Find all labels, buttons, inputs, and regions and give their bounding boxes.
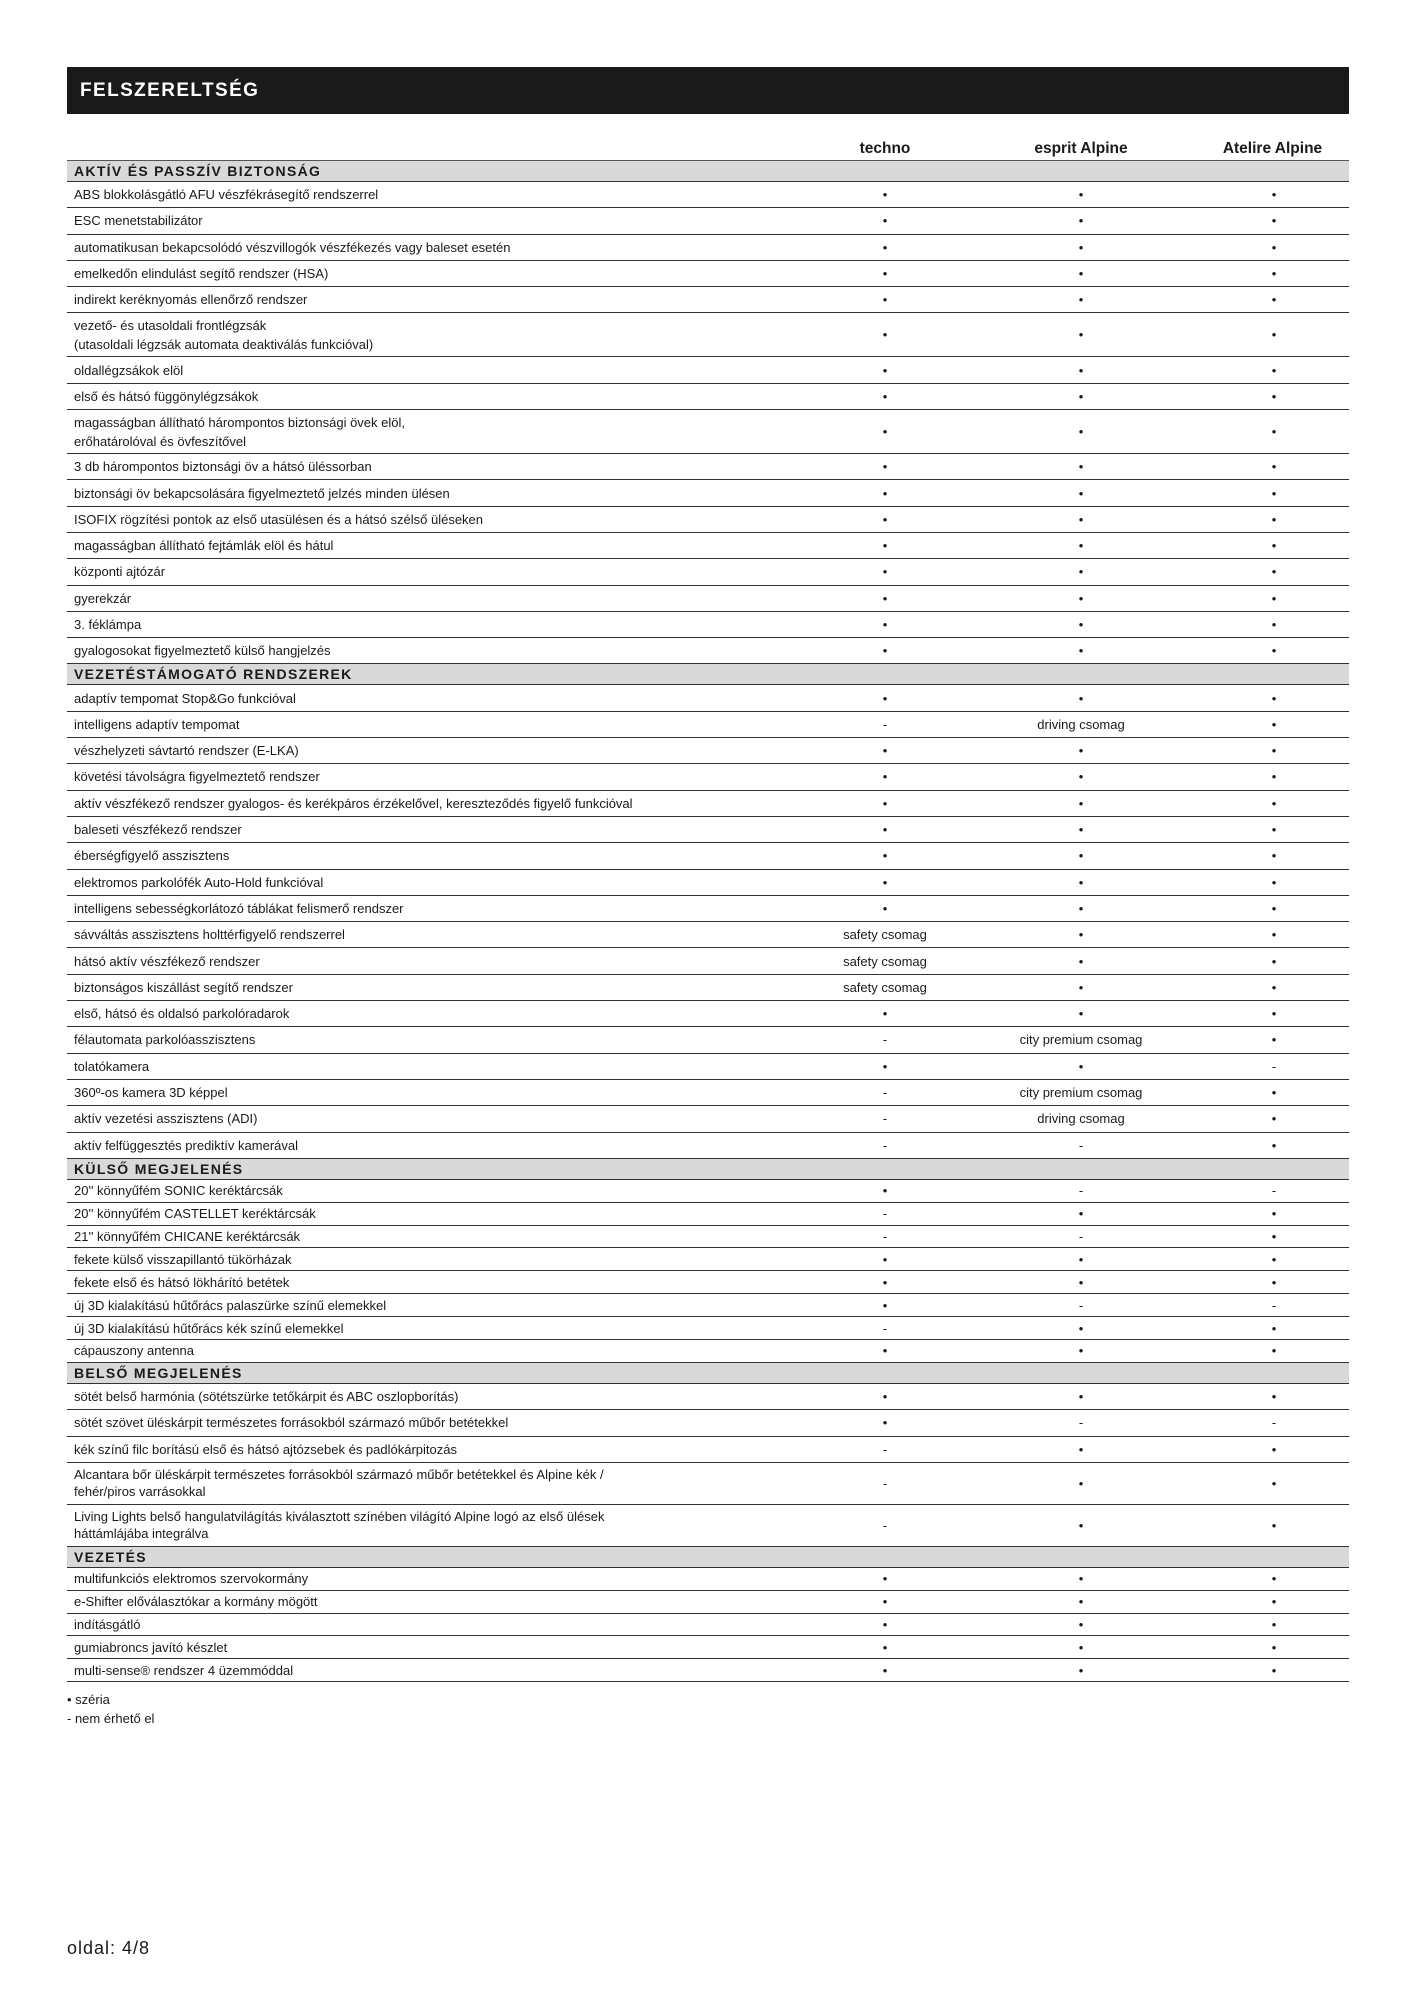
spec-page — [67, 67, 1349, 1728]
table-row — [67, 1410, 1349, 1436]
row-value-esprit-alpine: • — [1078, 822, 1084, 838]
legend-item-standard: • széria — [67, 1692, 110, 1708]
row-value-esprit-alpine: • — [1078, 617, 1084, 632]
row-value-atelire-alpine: • — [1271, 1032, 1277, 1048]
row-value-atelire-alpine: • — [1271, 485, 1277, 501]
row-value-atelire-alpine: • — [1271, 424, 1277, 440]
row-value-atelire-alpine: • — [1271, 979, 1277, 995]
row-label: Living Lights belső hangulatvilágítás kiválasztott színében világító Alpine logó az első ülések háttámlájába integrálva — [74, 1509, 605, 1542]
row-value-esprit-alpine: • — [1078, 900, 1084, 916]
table-row — [67, 586, 1349, 612]
table-row — [67, 1636, 1349, 1659]
row-label: automatikusan bekapcsolódó vészvillogók vészfékezés vagy baleset esetén — [74, 239, 511, 255]
row-label: éberségfigyelő asszisztens — [74, 848, 230, 864]
table-row — [67, 948, 1349, 974]
row-label: Alcantara bőr üléskárpit természetes forrásokból származó műbőr betétekkel és Alpine kék / fehér/piros varrásokkal — [74, 1467, 604, 1500]
row-value-techno: - — [882, 1441, 888, 1457]
row-value-techno: - — [882, 1085, 888, 1101]
row-value-esprit-alpine: - — [1078, 1137, 1084, 1153]
row-value-techno: • — [882, 1183, 888, 1199]
row-value-techno: • — [882, 213, 888, 229]
row-label: első, hátsó és oldalsó parkolóradarok — [74, 1006, 290, 1022]
row-value-atelire-alpine: • — [1271, 716, 1277, 732]
row-value-techno: • — [882, 1617, 888, 1633]
row-value-techno: • — [882, 239, 888, 255]
row-label: követési távolságra figyelmeztető rendszer — [74, 769, 320, 785]
table-row — [67, 410, 1349, 454]
row-value-atelire-alpine: • — [1271, 1517, 1277, 1533]
row-value-atelire-alpine: • — [1271, 590, 1277, 606]
row-label: magasságban állítható hárompontos biztonsági övek elöl, erőhatárolóval és övfeszítővel — [74, 414, 405, 449]
table-row — [67, 612, 1349, 638]
row-value-techno: • — [882, 1639, 888, 1655]
row-value-techno: • — [882, 266, 888, 282]
row-label: oldallégzsákok elöl — [74, 362, 184, 378]
page-number: oldal: 4/8 — [67, 1938, 151, 1958]
spec-table — [67, 161, 1349, 1682]
row-label: fekete külső visszapillantó tükörházak — [74, 1251, 292, 1267]
row-label: vezető- és utasoldali frontlégzsák (utasoldali légzsák automata deaktiválás funkcióval) — [74, 317, 374, 352]
column-header-row — [67, 134, 1349, 161]
table-row — [67, 1080, 1349, 1106]
row-value-atelire-alpine: • — [1271, 239, 1277, 255]
row-value-techno: safety csomag — [843, 953, 927, 969]
table-row — [67, 208, 1349, 234]
row-label: ISOFIX rögzítési pontok az első utasülésen és a hátsó szélső üléseken — [74, 511, 484, 527]
row-value-techno: • — [882, 848, 888, 864]
table-row — [67, 685, 1349, 711]
table-row — [67, 1591, 1349, 1614]
row-label: új 3D kialakítású hűtőrács kék színű elemekkel — [74, 1320, 344, 1336]
table-row — [67, 287, 1349, 313]
table-row — [67, 533, 1349, 559]
page-title: FELSZERELTSÉG — [67, 67, 1349, 114]
row-label: kék színű filc borítású első és hátsó ajtózsebek és padlókárpitozás — [74, 1441, 457, 1457]
row-label: aktív vészfékező rendszer gyalogos- és kerékpáros érzékelővel, kereszteződés figyelő funkcióval — [74, 795, 633, 811]
row-value-esprit-alpine: - — [1078, 1229, 1084, 1245]
row-value-techno: • — [882, 1389, 888, 1405]
row-value-techno: safety csomag — [843, 979, 927, 995]
row-label: 360º-os kamera 3D képpel — [74, 1085, 228, 1101]
row-value-esprit-alpine: • — [1078, 362, 1084, 378]
row-value-techno: • — [882, 795, 888, 811]
row-value-esprit-alpine: - — [1078, 1183, 1084, 1199]
table-row — [67, 1027, 1349, 1053]
row-value-atelire-alpine: • — [1271, 874, 1277, 890]
row-value-techno: • — [882, 485, 888, 501]
table-row — [67, 1271, 1349, 1294]
row-value-atelire-alpine: • — [1271, 927, 1277, 943]
row-label: magasságban állítható fejtámlák elöl és hátul — [74, 538, 334, 554]
legend-item-unavailable: - nem érhető el — [67, 1711, 155, 1727]
table-row — [67, 896, 1349, 922]
row-value-techno: • — [882, 538, 888, 554]
table-row — [67, 559, 1349, 585]
row-value-esprit-alpine: • — [1078, 1594, 1084, 1610]
row-value-esprit-alpine: • — [1078, 1006, 1084, 1022]
row-value-atelire-alpine: • — [1271, 1441, 1277, 1457]
row-value-atelire-alpine: • — [1271, 362, 1277, 378]
row-value-esprit-alpine: • — [1078, 538, 1084, 554]
table-row — [67, 738, 1349, 764]
table-row — [67, 1505, 1349, 1547]
row-value-esprit-alpine: • — [1078, 643, 1084, 659]
column-header-esprit-alpine: esprit Alpine — [1034, 140, 1128, 157]
row-value-esprit-alpine: • — [1078, 1662, 1084, 1678]
row-value-atelire-alpine: • — [1271, 643, 1277, 659]
row-value-techno: • — [882, 362, 888, 378]
row-label: 20'' könnyűfém SONIC keréktárcsák — [74, 1183, 283, 1199]
row-label: multifunkciós elektromos szervokormány — [74, 1571, 309, 1587]
row-label: 21'' könnyűfém CHICANE keréktárcsák — [74, 1229, 301, 1245]
table-row — [67, 712, 1349, 738]
row-value-esprit-alpine: city premium csomag — [1019, 1085, 1143, 1101]
row-value-atelire-alpine: • — [1271, 795, 1277, 811]
row-value-techno: • — [882, 187, 888, 203]
row-value-atelire-alpine: • — [1271, 1251, 1277, 1267]
row-value-esprit-alpine: • — [1078, 1475, 1084, 1491]
row-value-techno: • — [882, 424, 888, 440]
row-value-esprit-alpine: • — [1078, 1389, 1084, 1405]
row-label: ABS blokkolásgátló AFU vészfékrásegítő rendszerrel — [74, 187, 379, 203]
row-value-atelire-alpine: • — [1271, 743, 1277, 759]
row-value-esprit-alpine: driving csomag — [1037, 1111, 1125, 1127]
row-value-atelire-alpine: • — [1271, 1085, 1277, 1101]
table-row — [67, 235, 1349, 261]
row-value-techno: • — [882, 511, 888, 527]
row-value-atelire-alpine: • — [1271, 388, 1277, 404]
row-value-esprit-alpine: • — [1078, 769, 1084, 785]
row-value-atelire-alpine: • — [1271, 213, 1277, 229]
row-value-atelire-alpine: • — [1271, 769, 1277, 785]
row-value-esprit-alpine: • — [1078, 292, 1084, 308]
column-header-techno: techno — [859, 140, 911, 157]
table-row — [67, 507, 1349, 533]
row-value-techno: - — [882, 1475, 888, 1491]
table-row — [67, 261, 1349, 287]
row-value-atelire-alpine: • — [1271, 953, 1277, 969]
row-value-esprit-alpine: • — [1078, 590, 1084, 606]
row-value-esprit-alpine: • — [1078, 1251, 1084, 1267]
row-value-techno: • — [882, 564, 888, 580]
row-label: aktív felfüggesztés prediktív kamerával — [74, 1137, 298, 1153]
row-value-atelire-alpine: - — [1271, 1183, 1277, 1199]
row-value-esprit-alpine: • — [1078, 266, 1084, 282]
table-row — [67, 1226, 1349, 1249]
row-value-esprit-alpine: • — [1078, 690, 1084, 706]
row-value-atelire-alpine: • — [1271, 1594, 1277, 1610]
row-value-atelire-alpine: • — [1271, 1206, 1277, 1222]
row-value-atelire-alpine: - — [1271, 1297, 1277, 1313]
section-header: VEZETÉSTÁMOGATÓ RENDSZEREK — [67, 664, 1349, 685]
row-value-esprit-alpine: - — [1078, 1415, 1084, 1431]
row-label: 20'' könnyűfém CASTELLET keréktárcsák — [74, 1206, 316, 1222]
row-label: sötét belső harmónia (sötétszürke tetőkárpit és ABC oszlopborítás) — [74, 1389, 459, 1405]
row-label: hátsó aktív vészfékező rendszer — [74, 953, 260, 969]
row-value-esprit-alpine: • — [1078, 564, 1084, 580]
table-row — [67, 843, 1349, 869]
row-label: első és hátsó függönylégzsákok — [74, 388, 259, 404]
row-value-techno: • — [882, 459, 888, 475]
row-value-atelire-alpine: • — [1271, 292, 1277, 308]
row-label: baleseti vészfékező rendszer — [74, 822, 242, 838]
row-value-techno: • — [882, 1006, 888, 1022]
row-value-techno: - — [882, 1320, 888, 1336]
row-value-esprit-alpine: • — [1078, 1206, 1084, 1222]
row-value-esprit-alpine: • — [1078, 1274, 1084, 1290]
row-value-techno: - — [882, 1032, 888, 1048]
row-value-esprit-alpine: • — [1078, 485, 1084, 501]
table-row — [67, 357, 1349, 383]
row-value-techno: • — [882, 327, 888, 343]
row-value-esprit-alpine: • — [1078, 795, 1084, 811]
table-row — [67, 1054, 1349, 1080]
row-value-techno: • — [882, 1662, 888, 1678]
row-value-techno: • — [882, 822, 888, 838]
row-label: multi-sense® rendszer 4 üzemmóddal — [74, 1662, 294, 1678]
row-value-techno: • — [882, 1415, 888, 1431]
row-value-atelire-alpine: • — [1271, 1617, 1277, 1633]
row-value-atelire-alpine: • — [1271, 1571, 1277, 1587]
row-label: gumiabroncs javító készlet — [74, 1639, 228, 1655]
row-value-techno: - — [882, 1517, 888, 1533]
table-row — [67, 1203, 1349, 1226]
row-value-techno: - — [882, 1137, 888, 1153]
table-row — [67, 454, 1349, 480]
row-value-atelire-alpine: • — [1271, 538, 1277, 554]
row-value-techno: • — [882, 1297, 888, 1313]
row-label: fekete első és hátsó lökhárító betétek — [74, 1274, 290, 1290]
row-label: aktív vezetési asszisztens (ADI) — [74, 1111, 258, 1127]
row-label: gyerekzár — [74, 590, 132, 606]
section-header: BELSŐ MEGJELENÉS — [67, 1363, 1349, 1384]
row-label: biztonsági öv bekapcsolására figyelmeztető jelzés minden ülésen — [74, 485, 450, 501]
row-value-esprit-alpine: • — [1078, 1320, 1084, 1336]
row-value-esprit-alpine: • — [1078, 1571, 1084, 1587]
row-value-techno: • — [882, 874, 888, 890]
row-label: e-Shifter előválasztókar a kormány mögött — [74, 1594, 318, 1610]
row-label: 3. féklámpa — [74, 617, 142, 632]
table-row — [67, 1317, 1349, 1340]
row-label: emelkedőn elindulást segítő rendszer (HSA) — [74, 266, 329, 282]
table-row — [67, 638, 1349, 664]
row-label: félautomata parkolóasszisztens — [74, 1032, 256, 1048]
row-value-esprit-alpine: - — [1078, 1297, 1084, 1313]
table-row — [67, 1294, 1349, 1317]
table-row — [67, 480, 1349, 506]
table-row — [67, 1463, 1349, 1505]
row-value-esprit-alpine: city premium csomag — [1019, 1032, 1143, 1048]
table-row — [67, 817, 1349, 843]
table-row — [67, 764, 1349, 790]
row-value-atelire-alpine: • — [1271, 327, 1277, 343]
row-value-atelire-alpine: • — [1271, 617, 1277, 632]
table-row — [67, 1180, 1349, 1203]
row-value-esprit-alpine: • — [1078, 953, 1084, 969]
row-value-techno: • — [882, 1274, 888, 1290]
row-value-techno: • — [882, 292, 888, 308]
row-value-atelire-alpine: • — [1271, 459, 1277, 475]
table-row — [67, 870, 1349, 896]
row-value-atelire-alpine: • — [1271, 1274, 1277, 1290]
table-row — [67, 791, 1349, 817]
row-value-techno: • — [882, 1058, 888, 1074]
row-value-atelire-alpine: • — [1271, 1389, 1277, 1405]
row-value-atelire-alpine: • — [1271, 511, 1277, 527]
table-row — [67, 1340, 1349, 1363]
row-value-techno: • — [882, 1571, 888, 1587]
table-row — [67, 922, 1349, 948]
row-value-esprit-alpine: • — [1078, 979, 1084, 995]
row-value-atelire-alpine: • — [1271, 266, 1277, 282]
row-value-esprit-alpine: • — [1078, 743, 1084, 759]
row-value-esprit-alpine: • — [1078, 187, 1084, 203]
row-value-atelire-alpine: • — [1271, 900, 1277, 916]
table-row — [67, 1384, 1349, 1410]
section-header: AKTÍV ÉS PASSZÍV BIZTONSÁG — [67, 161, 1349, 182]
row-value-techno: • — [882, 690, 888, 706]
row-value-atelire-alpine: • — [1271, 564, 1277, 580]
row-value-esprit-alpine: • — [1078, 424, 1084, 440]
table-row — [67, 1133, 1349, 1159]
row-label: központi ajtózár — [74, 564, 166, 580]
row-value-atelire-alpine: • — [1271, 1639, 1277, 1655]
row-label: intelligens adaptív tempomat — [74, 716, 240, 732]
row-label: cápauszony antenna — [74, 1343, 194, 1359]
row-value-techno: • — [882, 1594, 888, 1610]
row-value-esprit-alpine: • — [1078, 239, 1084, 255]
section-header: KÜLSŐ MEGJELENÉS — [67, 1159, 1349, 1180]
row-value-atelire-alpine: • — [1271, 1320, 1277, 1336]
row-value-techno: safety csomag — [843, 927, 927, 943]
table-row — [67, 182, 1349, 208]
row-value-atelire-alpine: • — [1271, 1662, 1277, 1678]
table-row — [67, 1248, 1349, 1271]
row-label: adaptív tempomat Stop&Go funkcióval — [74, 690, 296, 706]
row-value-techno: • — [882, 743, 888, 759]
row-value-techno: - — [882, 1229, 888, 1245]
row-value-esprit-alpine: • — [1078, 1617, 1084, 1633]
row-value-esprit-alpine: • — [1078, 1441, 1084, 1457]
row-label: 3 db hárompontos biztonsági öv a hátsó üléssorban — [74, 459, 372, 475]
row-value-atelire-alpine: • — [1271, 1111, 1277, 1127]
table-row — [67, 1106, 1349, 1132]
row-label: sötét szövet üléskárpit természetes forrásokból származó műbőr betétekkel — [74, 1415, 509, 1431]
table-row — [67, 1001, 1349, 1027]
row-label: biztonságos kiszállást segítő rendszer — [74, 979, 293, 995]
row-value-techno: • — [882, 643, 888, 659]
row-value-esprit-alpine: • — [1078, 927, 1084, 943]
row-value-esprit-alpine: • — [1078, 874, 1084, 890]
row-value-esprit-alpine: driving csomag — [1037, 716, 1125, 732]
row-label: indirekt keréknyomás ellenőrző rendszer — [74, 292, 308, 308]
table-row — [67, 1659, 1349, 1682]
legend — [67, 1690, 1349, 1728]
column-header-atelire-alpine: Atelire Alpine — [1222, 140, 1323, 157]
table-row — [67, 1437, 1349, 1463]
row-value-esprit-alpine: • — [1078, 1639, 1084, 1655]
row-label: ESC menetstabilizátor — [74, 213, 203, 229]
row-label: indításgátló — [74, 1617, 141, 1633]
row-value-atelire-alpine: • — [1271, 1229, 1277, 1245]
row-value-techno: • — [882, 900, 888, 916]
row-value-atelire-alpine: • — [1271, 848, 1277, 864]
row-label: sávváltás asszisztens holttérfigyelő rendszerrel — [74, 927, 345, 943]
table-row — [67, 975, 1349, 1001]
row-value-atelire-alpine: • — [1271, 1006, 1277, 1022]
row-label: gyalogosokat figyelmeztető külső hangjelzés — [74, 643, 331, 659]
table-row — [67, 384, 1349, 410]
row-label: új 3D kialakítású hűtőrács palaszürke színű elemekkel — [74, 1297, 387, 1313]
row-label: elektromos parkolófék Auto-Hold funkcióval — [74, 874, 324, 890]
row-value-techno: - — [882, 1206, 888, 1222]
row-value-esprit-alpine: • — [1078, 327, 1084, 343]
table-row — [67, 1568, 1349, 1591]
row-value-techno: • — [882, 590, 888, 606]
section-header: VEZETÉS — [67, 1547, 1349, 1568]
row-value-techno: • — [882, 617, 888, 632]
row-value-techno: • — [882, 1343, 888, 1359]
row-value-techno: • — [882, 1251, 888, 1267]
row-label: intelligens sebességkorlátozó táblákat felismerő rendszer — [74, 900, 404, 916]
row-value-atelire-alpine: • — [1271, 690, 1277, 706]
row-label: vészhelyzeti sávtartó rendszer (E-LKA) — [74, 743, 299, 759]
row-label: tolatókamera — [74, 1058, 150, 1074]
row-value-atelire-alpine: • — [1271, 1475, 1277, 1491]
row-value-esprit-alpine: • — [1078, 1517, 1084, 1533]
row-value-techno: • — [882, 388, 888, 404]
row-value-atelire-alpine: • — [1271, 187, 1277, 203]
row-value-esprit-alpine: • — [1078, 459, 1084, 475]
row-value-esprit-alpine: • — [1078, 213, 1084, 229]
row-value-esprit-alpine: • — [1078, 388, 1084, 404]
row-value-atelire-alpine: • — [1271, 1137, 1277, 1153]
row-value-atelire-alpine: - — [1271, 1415, 1277, 1431]
row-value-atelire-alpine: - — [1271, 1058, 1277, 1074]
row-value-esprit-alpine: • — [1078, 511, 1084, 527]
table-row — [67, 1614, 1349, 1637]
table-row — [67, 313, 1349, 357]
row-value-techno: - — [882, 716, 888, 732]
row-value-esprit-alpine: • — [1078, 1343, 1084, 1359]
row-value-esprit-alpine: • — [1078, 1058, 1084, 1074]
row-value-techno: - — [882, 1111, 888, 1127]
row-value-techno: • — [882, 769, 888, 785]
row-value-esprit-alpine: • — [1078, 848, 1084, 864]
row-value-atelire-alpine: • — [1271, 822, 1277, 838]
row-value-atelire-alpine: • — [1271, 1343, 1277, 1359]
